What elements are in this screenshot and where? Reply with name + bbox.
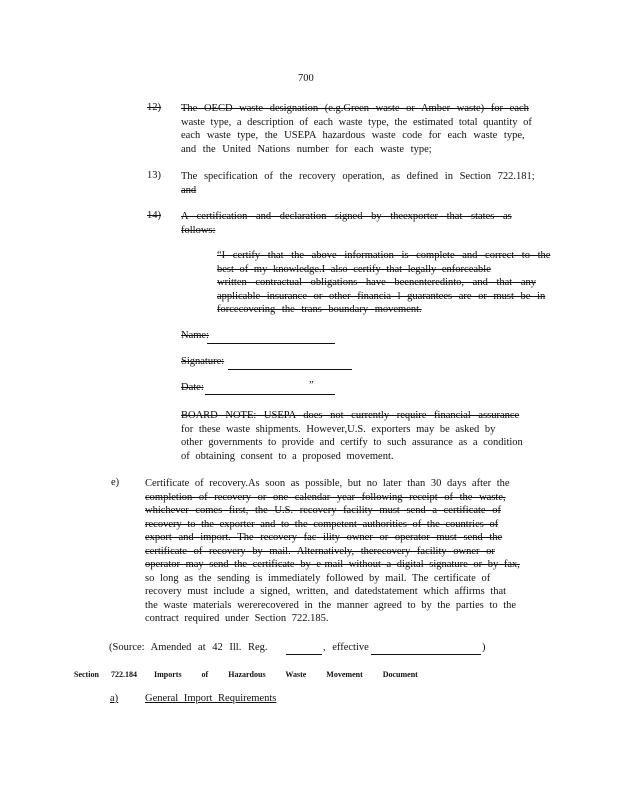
source-close: ): [482, 642, 486, 653]
date-close-quote: ”: [309, 380, 314, 391]
quote-line-5: forcecovering the trans boundary movement.: [217, 304, 422, 315]
board-note-line-4: of obtaining consent to a proposed movement.: [181, 450, 394, 462]
certification-quote: [217, 249, 550, 317]
item-12-line-2: waste type, a description of each waste type, the estimated total quantity of: [181, 116, 532, 128]
page-number: 700: [298, 73, 314, 84]
quote-line-1: “I certify that the above information is complete and correct to the: [217, 250, 551, 261]
item-e-line-10: the waste materials wererecovered in the manner agreed to by the parties to the: [145, 599, 517, 611]
item-e-line-7: operator may send the certificate by e-mail without a digital signature or by fax,: [145, 559, 520, 570]
item-e-number: e): [111, 477, 120, 488]
item-14-number: 14): [147, 210, 161, 221]
item-12-line-3: each waste type, the USEPA hazardous waste code for each waste type,: [181, 130, 525, 141]
date-blank: [205, 394, 335, 395]
item-e-line-3: whichever comes first, the U.S. recovery facility must send a certificate of: [145, 505, 501, 516]
item-e-line-6: certificate of recovery by mail. Alternatively, therecovery facility owner or: [145, 545, 495, 557]
board-note-line-2: for these waste shipments. However,U.S. exporters may be asked by: [181, 423, 496, 435]
source-register-blank: [286, 654, 322, 655]
item-14-text: [181, 210, 512, 237]
section-number: 722.184: [111, 670, 137, 679]
item-12-text: [181, 102, 543, 156]
item-a-number: a): [110, 693, 119, 704]
board-note-line-3: other governments to provide and certify to such assurance as a condition: [181, 437, 523, 448]
section-title: Imports of Hazardous Waste Movement Document: [154, 670, 418, 679]
item-12-line-1: The OECD waste designation (e.g.Green waste or Amber waste) for each: [181, 103, 529, 114]
item-14-line-1: A certification and declaration signed by theexporter that states as: [181, 211, 512, 222]
item-e-line-2: completion of recovery or one calendar year following receipt of the waste,: [145, 491, 506, 503]
board-note-line-1: BOARD NOTE: USEPA does not currently require financial assurance: [181, 410, 520, 421]
item-e-line-8: so long as the sending is immediately followed by mail. The certificate of: [145, 572, 491, 584]
item-13-text: [181, 170, 535, 197]
item-12-number: 12): [147, 102, 161, 113]
source-prefix: (Source: Amended at 42 Ill. Reg.: [109, 642, 268, 653]
quote-line-2: best of my knowledge.I also certify that legally enforceable: [217, 263, 491, 275]
item-a-title: General Import Requirements: [145, 693, 277, 704]
item-13-line-1: The specification of the recovery operation, as defined in Section 722.181;: [181, 171, 535, 182]
item-e-line-4: recovery to the exporter and to the competent authorities of the countries of: [145, 518, 499, 530]
name-label: Name:: [181, 330, 209, 341]
item-e-line-9: recovery must include a signed, written, and datedstatement which affirms that: [145, 586, 507, 597]
item-13-line-2: and: [181, 184, 197, 196]
item-e-line-1: Certificate of recovery.As soon as possible, but no later than 30 days after the: [145, 478, 510, 489]
name-blank: [207, 343, 335, 344]
item-e-line-5: export and import. The recovery fac ility owner or operator must send the: [145, 532, 503, 543]
item-13-number: 13): [147, 170, 161, 181]
item-e-text: [145, 477, 520, 626]
signature-blank: [228, 369, 352, 370]
date-label: Date:: [181, 382, 204, 393]
item-14-line-2: follows:: [181, 224, 216, 236]
section-label: Section: [74, 670, 99, 679]
source-effective: , effective: [323, 642, 369, 653]
board-note: [181, 409, 523, 463]
source-effective-blank: [371, 654, 481, 655]
signature-label: Signature:: [181, 356, 225, 367]
item-12-line-4: and the United Nations number for each waste type;: [181, 143, 432, 155]
quote-line-4: applicable insurance or other financia l guarantees are or must be in: [217, 290, 546, 302]
item-e-line-11: contract required under Section 722.185.: [145, 613, 329, 624]
quote-line-3: written contractual obligations have beenenteredinto, and that any: [217, 277, 536, 288]
